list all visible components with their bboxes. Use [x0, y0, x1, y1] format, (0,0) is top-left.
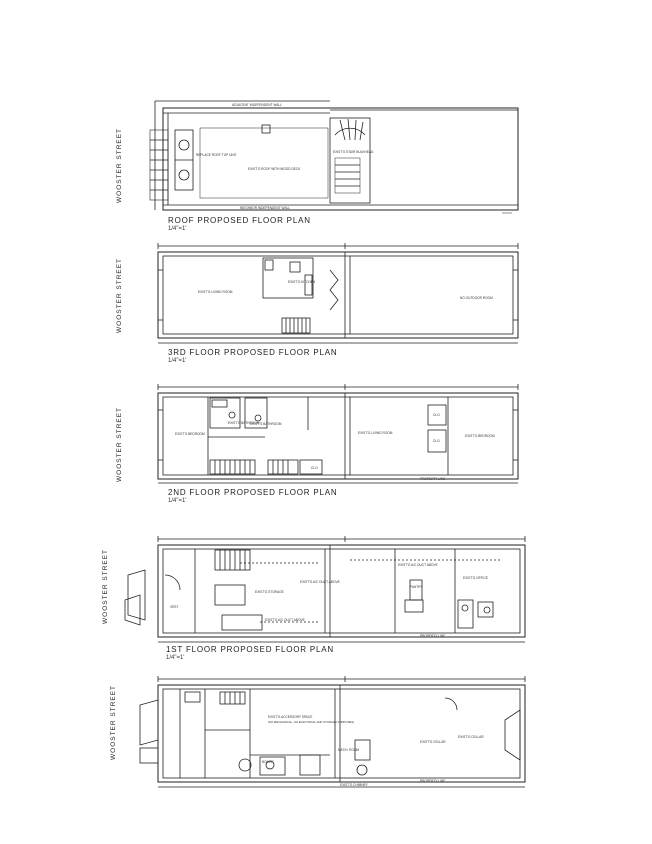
- cellar-plan: [140, 676, 525, 787]
- roof-adjacent-wall-bottom: NEIGHBOR INDEPENDENT WALL: [240, 206, 291, 210]
- street-label-3rd: WOOSTER STREET: [116, 257, 123, 333]
- roof-mech-label: REPLACE ROOF TOP UNIT: [196, 153, 237, 157]
- first-duct3-label: EXIST'G A/C DUCT ABOVE: [398, 563, 438, 567]
- second-bath1-label: EXIST'G BATHROOM: [228, 421, 260, 425]
- street-label-2nd: WOOSTER STREET: [116, 406, 123, 482]
- second-living-label: EXIST'G LIVING ROOM: [358, 431, 393, 435]
- third-floor-scale: 1/4"=1': [168, 358, 187, 364]
- cellar-boiler-label: BOILER: [262, 760, 274, 764]
- second-bedroom-rear-label: EXIST'G BEDROOM: [465, 434, 495, 438]
- third-kitchen-label: EXIST'G KITCHEN: [288, 280, 316, 284]
- street-label-roof: WOOSTER STREET: [116, 127, 123, 203]
- second-floor-title: 2ND FLOOR PROPOSED FLOOR PLAN: [168, 488, 338, 497]
- second-closet3-label: CLO.: [311, 466, 319, 470]
- second-floor-scale: 1/4"=1': [168, 498, 187, 504]
- first-duct1-label: EXIST'G A/C DUCT ABOVE: [300, 580, 340, 584]
- second-bedroom-front-label: EXIST'G BEDROOM: [175, 432, 205, 436]
- cellar-chimney-label: EXIST'G CHIMNEY: [340, 783, 368, 787]
- cellar-property-line: PROPERTY LINE: [420, 779, 446, 783]
- cellar-front-label: EXIST'G CELLAR: [420, 740, 446, 744]
- street-label-cellar: WOOSTER STREET: [110, 684, 117, 760]
- third-floor-title: 3RD FLOOR PROPOSED FLOOR PLAN: [168, 348, 338, 357]
- first-pantry-label: PANTRY: [410, 585, 423, 589]
- first-storage-label: EXIST'G STORAGE: [255, 590, 284, 594]
- street-label-1st: WOOSTER STREET: [102, 548, 109, 624]
- roof-stair-label: EXIST'G STAIR BULKHEAD: [333, 150, 374, 154]
- first-duct2-label: EXIST'G A/C DUCT ABOVE: [265, 618, 305, 622]
- cellar-accessory-label: EXIST'G ACCESSORY SPACE: [268, 715, 313, 719]
- first-floor-scale: 1/4"=1': [166, 655, 185, 661]
- second-closet1-label: CLO.: [433, 413, 441, 417]
- third-outdoor-label: NO OUTDOOR ROOM: [460, 296, 493, 300]
- cellar-accessory-note: (NO MECHANICAL, NO ELECTRICAL AND STORAGE PURPOSES): [268, 720, 355, 724]
- roof-adjacent-wall-top: ADJACENT INDEPENDENT WALL: [232, 103, 282, 107]
- first-floor-plan: [125, 536, 525, 642]
- first-floor-title: 1ST FLOOR PROPOSED FLOOR PLAN: [166, 645, 334, 654]
- second-bath2-label: EXIST'G BATHROOM: [250, 422, 282, 426]
- second-property-line: PROPERTY LINE: [420, 477, 446, 481]
- second-floor-plan: [158, 384, 518, 483]
- third-living-label: EXIST'G LIVING ROOM: [198, 290, 233, 294]
- second-closet2-label: CLO.: [433, 439, 441, 443]
- cellar-mech-label: MECH. ROOM: [338, 748, 360, 752]
- roof-deck-label: EXIST'G ROOF WITH WOOD DECK: [248, 167, 301, 171]
- cellar-rear-label: EXIST'G CELLAR: [458, 735, 484, 739]
- roof-plan-scale: 1/4"=1': [168, 226, 187, 232]
- first-vest-label: VEST.: [170, 605, 179, 609]
- roof-plan-title: ROOF PROPOSED FLOOR PLAN: [168, 216, 311, 225]
- first-office-label: EXIST'G OFFICE: [463, 576, 488, 580]
- first-property-line: PROPERTY LINE: [420, 634, 446, 638]
